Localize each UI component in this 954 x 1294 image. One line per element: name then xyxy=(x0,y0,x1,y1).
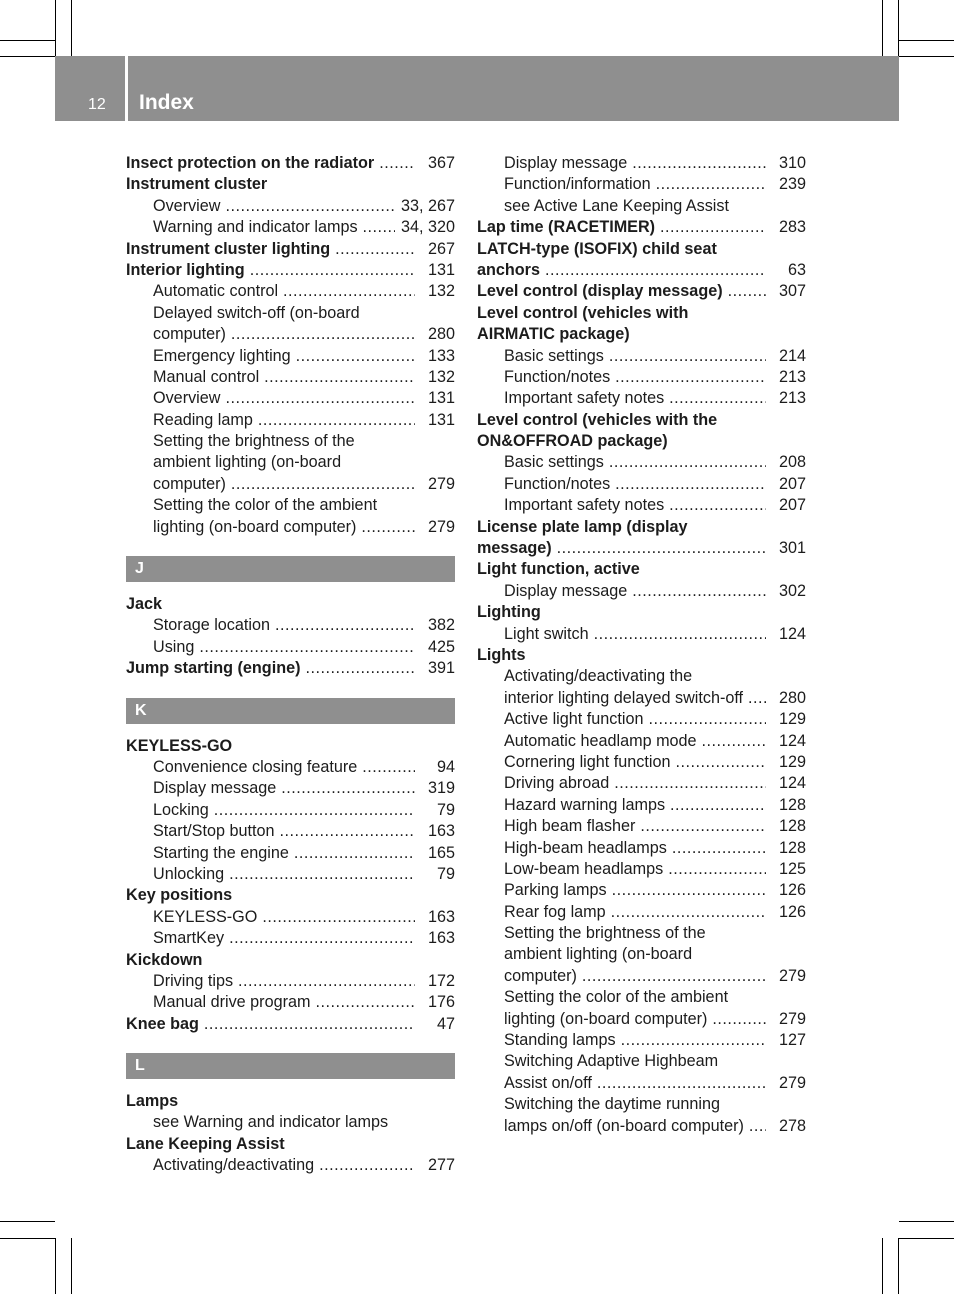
page-reference: 279 xyxy=(773,1009,806,1030)
entry-text: Level control (vehicles with the xyxy=(477,410,718,429)
index-entry xyxy=(477,324,806,345)
index-entry xyxy=(126,260,455,281)
crop-mark xyxy=(0,1238,55,1239)
page-reference: 214 xyxy=(773,346,806,367)
entry-text: Display message ..... xyxy=(153,778,415,799)
entry-text: Lights xyxy=(477,645,526,664)
entry-text: Setting the brightness of the xyxy=(504,924,706,943)
page-reference: 279 xyxy=(773,1073,806,1094)
page-number: 12 xyxy=(88,96,106,113)
index-subentry xyxy=(477,581,806,602)
index-entry xyxy=(477,217,806,238)
page-reference: 382 xyxy=(422,615,455,636)
index-entry xyxy=(477,239,806,260)
entry-text: ambient lighting (on-board xyxy=(153,453,342,472)
crop-mark xyxy=(898,0,899,56)
page-reference: 126 xyxy=(773,880,806,901)
index-subentry xyxy=(126,821,455,842)
entry-text: KEYLESS-GO xyxy=(126,736,233,755)
entry-text: Level control (display message) ..... xyxy=(477,281,766,302)
page-reference: 279 xyxy=(422,474,455,495)
page-reference: 129 xyxy=(773,752,806,773)
index-subentry xyxy=(126,474,455,495)
index-subentry xyxy=(477,987,806,1008)
crop-mark xyxy=(899,1238,954,1239)
index-entry xyxy=(126,1014,455,1035)
index-subentry xyxy=(477,880,806,901)
entry-text: Low-beam headlamps ..... xyxy=(504,859,766,880)
entry-text: Important safety notes ..... xyxy=(504,495,766,516)
entry-text: Overview ..... xyxy=(153,388,415,409)
index-subentry xyxy=(477,731,806,752)
header-divider xyxy=(125,56,128,121)
entry-text: Switching the daytime running xyxy=(504,1095,720,1114)
page-reference: 79 xyxy=(431,800,455,821)
index-entry xyxy=(477,303,806,324)
index-entry xyxy=(126,594,455,615)
entry-text: AIRMATIC package) xyxy=(477,325,630,344)
page-reference: 47 xyxy=(431,1014,455,1035)
index-entry xyxy=(126,239,455,260)
page-reference: 34, 320 xyxy=(395,217,455,238)
entry-text: Lane Keeping Assist xyxy=(126,1134,285,1153)
crop-mark xyxy=(899,40,954,41)
index-entry xyxy=(477,538,806,559)
entry-text: Cornering light function ..... xyxy=(504,752,766,773)
page-reference: 277 xyxy=(422,1155,455,1176)
index-entry xyxy=(126,950,455,971)
crop-mark xyxy=(882,1238,883,1294)
entry-text: Hazard warning lamps ..... xyxy=(504,795,766,816)
crop-mark xyxy=(55,0,56,56)
index-subentry xyxy=(126,388,455,409)
page-reference: 425 xyxy=(422,637,455,658)
index-column-right xyxy=(477,153,806,1137)
page-reference: 165 xyxy=(422,843,455,864)
index-subentry xyxy=(477,346,806,367)
crop-mark xyxy=(71,1238,72,1294)
page-reference: 129 xyxy=(773,709,806,730)
entry-text: Driving abroad ..... xyxy=(504,773,766,794)
page-reference: 367 xyxy=(422,153,455,174)
entry-text: Manual drive program ..... xyxy=(153,992,415,1013)
entry-text: Function/notes ..... xyxy=(504,367,766,388)
index-subentry xyxy=(477,709,806,730)
page-reference: 301 xyxy=(773,538,806,559)
entry-text: see Warning and indicator lamps xyxy=(153,1113,389,1132)
page-reference: 127 xyxy=(773,1030,806,1051)
index-entry xyxy=(477,260,806,281)
index-subentry xyxy=(477,1116,806,1137)
index-subentry xyxy=(126,864,455,885)
entry-text: interior lighting delayed switch-off ..... xyxy=(504,688,766,709)
index-entry xyxy=(126,1091,455,1112)
index-subentry xyxy=(126,410,455,431)
index-subentry xyxy=(477,495,806,516)
entry-text: Instrument cluster lighting ..... xyxy=(126,239,415,260)
index-subentry xyxy=(126,800,455,821)
crop-mark xyxy=(898,1238,899,1294)
entry-text: Important safety notes ..... xyxy=(504,388,766,409)
index-subentry xyxy=(477,795,806,816)
entry-text: lamps on/off (on-board computer) ..... xyxy=(504,1116,766,1137)
page-reference: 239 xyxy=(773,174,806,195)
index-subentry xyxy=(477,966,806,987)
entry-text: Overview ..... xyxy=(153,196,397,217)
entry-text: Warning and indicator lamps ..... xyxy=(153,217,397,238)
page-reference: 280 xyxy=(773,688,806,709)
index-subentry xyxy=(477,196,806,217)
index-subentry xyxy=(126,431,455,452)
entry-text: Activating/deactivating the xyxy=(504,667,693,686)
entry-text: computer) ..... xyxy=(153,324,415,345)
entry-text: Standing lamps ..... xyxy=(504,1030,766,1051)
entry-text: Reading lamp ..... xyxy=(153,410,415,431)
index-subentry xyxy=(126,367,455,388)
page-header xyxy=(55,56,899,121)
index-entry xyxy=(477,559,806,580)
entry-text: Delayed switch-off (on-board xyxy=(153,303,360,322)
entry-text: Setting the color of the ambient xyxy=(504,988,729,1007)
index-subentry xyxy=(126,281,455,302)
entry-text: KEYLESS-GO ..... xyxy=(153,907,415,928)
entry-text: Insect protection on the radiator ..... xyxy=(126,153,415,174)
page-reference: 163 xyxy=(422,928,455,949)
entry-text: Interior lighting ..... xyxy=(126,260,415,281)
index-subentry xyxy=(126,971,455,992)
page-reference: 79 xyxy=(431,864,455,885)
index-subentry xyxy=(477,174,806,195)
page-reference: 125 xyxy=(773,859,806,880)
index-subentry xyxy=(477,752,806,773)
entry-text: Active light function ..... xyxy=(504,709,766,730)
entry-text: Storage location ..... xyxy=(153,615,415,636)
crop-mark xyxy=(0,40,55,41)
index-subentry xyxy=(477,773,806,794)
section-letter-j: J xyxy=(126,556,455,582)
index-subentry xyxy=(126,217,455,238)
page-reference: 133 xyxy=(422,346,455,367)
index-subentry xyxy=(126,843,455,864)
index-subentry xyxy=(477,666,806,687)
page-reference: 279 xyxy=(773,966,806,987)
entry-text: Basic settings ..... xyxy=(504,452,766,473)
index-subentry xyxy=(126,346,455,367)
index-subentry xyxy=(477,688,806,709)
page-reference: 124 xyxy=(773,624,806,645)
index-entry xyxy=(126,174,455,195)
entry-text: Using ..... xyxy=(153,637,415,658)
entry-text: SmartKey ..... xyxy=(153,928,415,949)
entry-text: computer) ..... xyxy=(153,474,415,495)
index-subentry xyxy=(126,303,455,324)
entry-text: Manual control ..... xyxy=(153,367,415,388)
page-title: Index xyxy=(139,91,194,114)
entry-text: Kickdown xyxy=(126,950,203,969)
entry-text: Display message ..... xyxy=(504,581,766,602)
entry-text: High beam flasher ..... xyxy=(504,816,766,837)
index-subentry xyxy=(126,452,455,473)
entry-text: Start/Stop button ..... xyxy=(153,821,415,842)
entry-text: Starting the engine ..... xyxy=(153,843,415,864)
index-subentry xyxy=(126,757,455,778)
index-subentry xyxy=(477,388,806,409)
entry-text: Key positions xyxy=(126,886,233,905)
index-subentry xyxy=(477,1030,806,1051)
index-subentry xyxy=(126,495,455,516)
page-reference: 302 xyxy=(773,581,806,602)
entry-text: anchors ..... xyxy=(477,260,766,281)
crop-mark xyxy=(55,1238,56,1294)
entry-text: Function/information ..... xyxy=(504,174,766,195)
page-reference: 208 xyxy=(773,452,806,473)
page-reference: 279 xyxy=(422,517,455,538)
page-reference: 280 xyxy=(422,324,455,345)
index-subentry xyxy=(126,1155,455,1176)
entry-text: Instrument cluster xyxy=(126,175,268,194)
index-subentry xyxy=(477,1009,806,1030)
index-subentry xyxy=(477,624,806,645)
entry-text: computer) ..... xyxy=(504,966,766,987)
index-subentry xyxy=(126,324,455,345)
index-subentry xyxy=(126,196,455,217)
page-reference: 94 xyxy=(431,757,455,778)
index-entry xyxy=(126,736,455,757)
entry-text: Driving tips ..... xyxy=(153,971,415,992)
index-subentry xyxy=(126,928,455,949)
page-reference: 63 xyxy=(782,260,806,281)
index-subentry xyxy=(126,907,455,928)
index-subentry xyxy=(477,452,806,473)
page-reference: 391 xyxy=(422,658,455,679)
entry-text: lighting (on-board computer) ..... xyxy=(153,517,415,538)
index-subentry xyxy=(477,944,806,965)
crop-mark xyxy=(899,1221,954,1222)
entry-text: Light function, active xyxy=(477,560,640,579)
page-reference: 132 xyxy=(422,281,455,302)
entry-text: LATCH-type (ISOFIX) child seat xyxy=(477,239,717,258)
section-letter-k: K xyxy=(126,698,455,724)
entry-text: see Active Lane Keeping Assist xyxy=(504,196,729,215)
entry-text: ON&OFFROAD package) xyxy=(477,432,668,451)
entry-text: Setting the brightness of the xyxy=(153,432,355,451)
entry-text: Parking lamps ..... xyxy=(504,880,766,901)
entry-text: License plate lamp (display xyxy=(477,517,688,536)
index-entry xyxy=(126,885,455,906)
crop-mark xyxy=(0,1221,55,1222)
index-subentry xyxy=(477,902,806,923)
index-subentry xyxy=(477,367,806,388)
crop-mark xyxy=(882,0,883,56)
page-reference: 213 xyxy=(773,388,806,409)
page-reference: 307 xyxy=(773,281,806,302)
index-subentry xyxy=(477,838,806,859)
crop-mark xyxy=(0,56,55,57)
entry-text: Display message ..... xyxy=(504,153,766,174)
page-reference: 131 xyxy=(422,410,455,431)
index-entry xyxy=(477,281,806,302)
entry-text: Light switch ..... xyxy=(504,624,766,645)
index-subentry xyxy=(477,1094,806,1115)
entry-text: High-beam headlamps ..... xyxy=(504,838,766,859)
entry-text: Setting the color of the ambient xyxy=(153,496,378,515)
page-reference: 128 xyxy=(773,795,806,816)
page-reference: 213 xyxy=(773,367,806,388)
section-letter-l: L xyxy=(126,1053,455,1079)
page-reference: 207 xyxy=(773,495,806,516)
index-column-left xyxy=(126,153,455,1177)
index-subentry xyxy=(126,992,455,1013)
index-subentry xyxy=(477,1051,806,1072)
page-reference: 126 xyxy=(773,902,806,923)
page-reference: 132 xyxy=(422,367,455,388)
page-reference: 163 xyxy=(422,907,455,928)
entry-text: message) ..... xyxy=(477,538,766,559)
index-subentry xyxy=(477,1073,806,1094)
page-reference: 124 xyxy=(773,731,806,752)
page-reference: 131 xyxy=(422,388,455,409)
index-subentry xyxy=(126,1112,455,1133)
entry-text: Jump starting (engine) ..... xyxy=(126,658,415,679)
entry-text: Unlocking ..... xyxy=(153,864,415,885)
index-subentry xyxy=(477,923,806,944)
page-reference: 124 xyxy=(773,773,806,794)
entry-text: Locking ..... xyxy=(153,800,415,821)
page-reference: 33, 267 xyxy=(395,196,455,217)
index-subentry xyxy=(126,517,455,538)
page-reference: 163 xyxy=(422,821,455,842)
crop-mark xyxy=(899,56,954,57)
page-reference: 319 xyxy=(422,778,455,799)
entry-text: Assist on/off ..... xyxy=(504,1073,766,1094)
index-subentry xyxy=(477,474,806,495)
index-entry xyxy=(126,658,455,679)
page-reference: 176 xyxy=(422,992,455,1013)
index-subentry xyxy=(477,153,806,174)
index-subentry xyxy=(126,778,455,799)
entry-text: Knee bag ..... xyxy=(126,1014,415,1035)
page-reference: 128 xyxy=(773,816,806,837)
entry-text: ambient lighting (on-board xyxy=(504,945,693,964)
page-reference: 278 xyxy=(773,1116,806,1137)
entry-text: Basic settings ..... xyxy=(504,346,766,367)
entry-text: Switching Adaptive Highbeam xyxy=(504,1052,719,1071)
page-reference: 128 xyxy=(773,838,806,859)
entry-text: Rear fog lamp ..... xyxy=(504,902,766,923)
entry-text: Lap time (RACETIMER) ..... xyxy=(477,217,766,238)
index-entry xyxy=(477,517,806,538)
entry-text: lighting (on-board computer) ..... xyxy=(504,1009,766,1030)
entry-text: Lighting xyxy=(477,603,541,622)
page-reference: 207 xyxy=(773,474,806,495)
entry-text: Activating/deactivating ..... xyxy=(153,1155,415,1176)
entry-text: Level control (vehicles with xyxy=(477,303,689,322)
crop-mark xyxy=(71,0,72,56)
entry-text: Automatic headlamp mode ..... xyxy=(504,731,766,752)
page-reference: 267 xyxy=(422,239,455,260)
index-entry xyxy=(477,431,806,452)
index-entry xyxy=(126,1134,455,1155)
page-reference: 172 xyxy=(422,971,455,992)
entry-text: Lamps xyxy=(126,1092,179,1111)
entry-text: Emergency lighting ..... xyxy=(153,346,415,367)
index-subentry xyxy=(477,816,806,837)
index-subentry xyxy=(126,615,455,636)
index-entry xyxy=(477,602,806,623)
index-subentry xyxy=(126,637,455,658)
index-entry xyxy=(477,645,806,666)
entry-text: Function/notes ..... xyxy=(504,474,766,495)
index-entry xyxy=(126,153,455,174)
page-reference: 310 xyxy=(773,153,806,174)
index-entry xyxy=(477,410,806,431)
entry-text: Jack xyxy=(126,595,163,614)
page-reference: 283 xyxy=(773,217,806,238)
page-reference: 131 xyxy=(422,260,455,281)
index-subentry xyxy=(477,859,806,880)
entry-text: Convenience closing feature ..... xyxy=(153,757,415,778)
entry-text: Automatic control ..... xyxy=(153,281,415,302)
